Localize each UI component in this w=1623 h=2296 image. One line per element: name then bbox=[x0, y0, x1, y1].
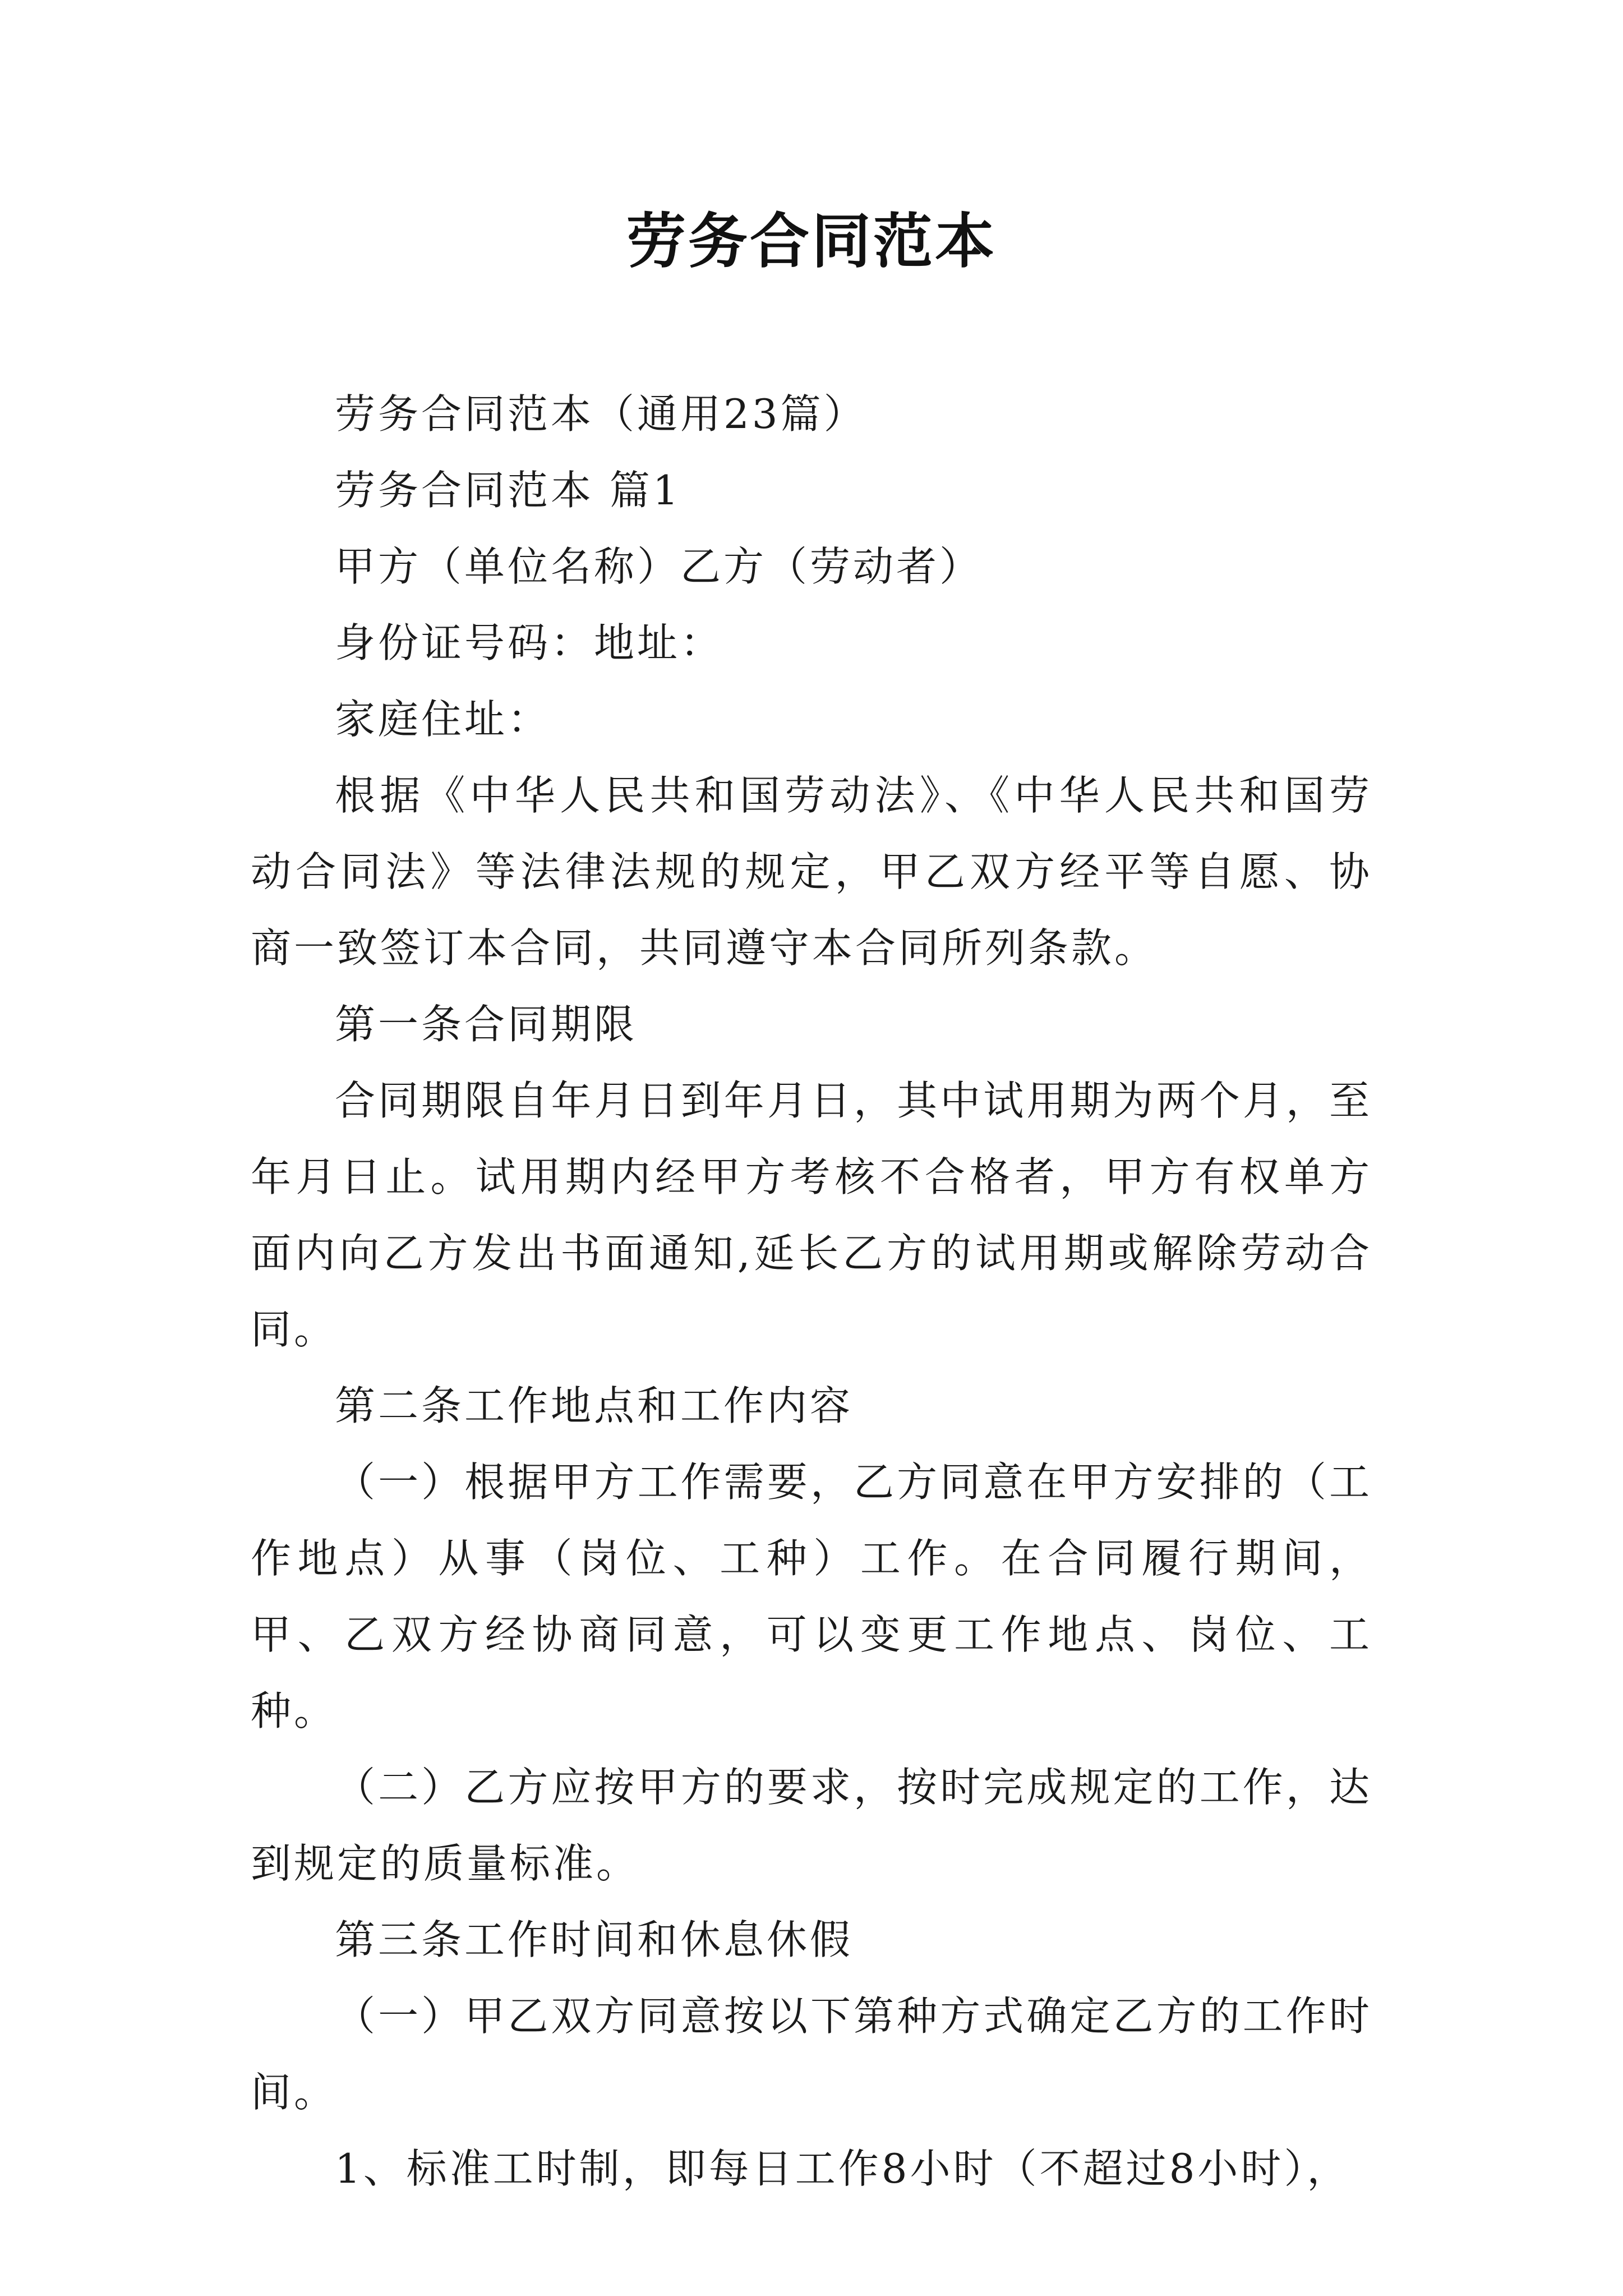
paragraph: 根据《中华人民共和国劳动法》、《中华人民共和国劳动合同法》等法律法规的规定，甲乙双方经平等自愿、协商一致签订本合同，共同遵守本合同所列条款。 bbox=[251, 772, 1372, 972]
paragraph: 家庭住址： bbox=[335, 696, 551, 743]
paragraph: （一）甲乙双方同意按以下第种方式确定乙方的工作时间。 bbox=[251, 1993, 1372, 2116]
document-body bbox=[251, 376, 1372, 2207]
paragraph: （一）根据甲方工作需要，乙方同意在甲方安排的（工作地点）从事（岗位、工种）工作。在合同履行期间，甲、乙双方经协商同意，可以变更工作地点、岗位、工种。 bbox=[251, 1458, 1372, 1734]
paragraph: （二）乙方应按甲方的要求，按时完成规定的工作，达到规定的质量标准。 bbox=[251, 1764, 1372, 1887]
paragraph: 合同期限自年月日到年月日，其中试用期为两个月，至年月日止。试用期内经甲方考核不合格者，甲方有权单方面内向乙方发出书面通知,延长乙方的试用期或解除劳动合同。 bbox=[251, 1077, 1372, 1353]
section-heading: 第三条工作时间和休息休假 bbox=[335, 1916, 854, 1963]
paragraph: 1、标准工时制，即每日工作8小时（不超过8小时）， bbox=[335, 2145, 1350, 2192]
paragraph: 甲方（单位名称）乙方（劳动者） bbox=[335, 543, 983, 590]
document-title: 劳务合同范本 bbox=[626, 206, 997, 276]
paragraph: 劳务合同范本（通用23篇） bbox=[335, 390, 867, 438]
paragraph: 身份证号码：地址： bbox=[335, 619, 724, 666]
section-heading: 第一条合同期限 bbox=[335, 1001, 638, 1048]
section-heading: 第二条工作地点和工作内容 bbox=[335, 1382, 854, 1429]
paragraph: 劳务合同范本 篇1 bbox=[335, 467, 681, 514]
